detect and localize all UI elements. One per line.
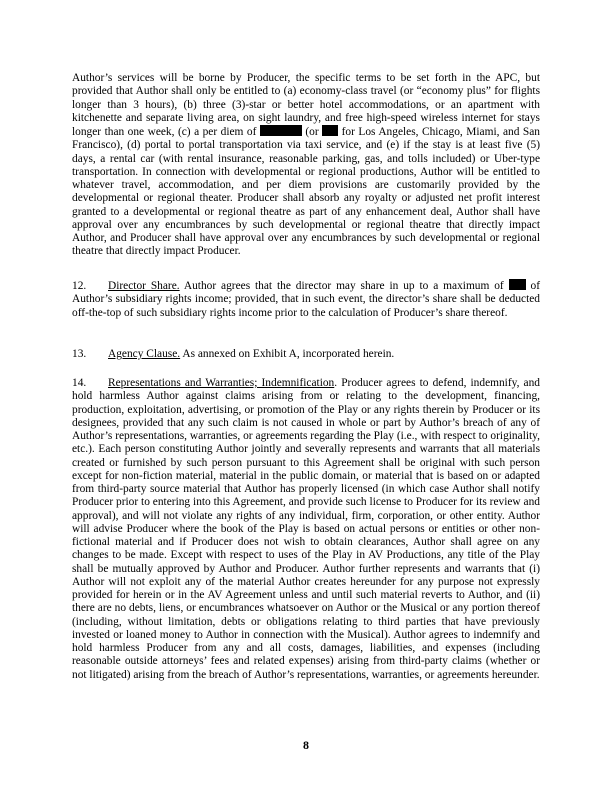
section-text: As annexed on Exhibit A, incorporated herein. bbox=[182, 348, 395, 360]
section-12-director-share bbox=[72, 279, 540, 320]
paragraph-continued-text-a: Author’s services will be borne by Producer, the specific terms to be set forth in the APC, but provided that Author shall only be entitled to (a) economy-class travel (or “economy plus” for flights longer than 3 hours), (b) three (3)-star or better hotel accommodations, or an apartment with kitchenette and separate living area, on sight laundry, and free high-speed wireless internet for stays longer than one week, (c) a per diem of bbox=[72, 72, 540, 138]
section-heading: Agency Clause. bbox=[108, 348, 181, 360]
section-heading: Representations and Warranties; Indemnification bbox=[108, 377, 335, 389]
page-number: 8 bbox=[303, 738, 309, 752]
redaction-box bbox=[322, 125, 338, 136]
paragraph-continued-text-c: for Los Angeles, Chicago, Miami, and San Francisco), (d) portal to portal transportation via taxi service, and (e) if the stay is at least five (5) days, a rental car (with rental insurance, reasonable parking, gas, and tolls included) or Uber-type transportation. In connection with developmental or regional productions, Author will be entitled to whatever travel, accommodation, and per diem provisions are customarily provided by the developmental or regional theater. Producer shall absorb any royalty or adjusted net profit interest granted to a developmental or regional theatre as part of any enhancement deal, Author shall have approval over any encumbrances by such developmental or regional theatre that directly impact Author, and Producer shall have approval over any encumbrances by such developmental or regional theatre that directly impact Producer. bbox=[72, 126, 540, 258]
paragraph-continued bbox=[72, 72, 540, 259]
redaction-box bbox=[260, 125, 302, 136]
redaction-box bbox=[509, 279, 526, 290]
section-number: 14. bbox=[72, 377, 87, 389]
section-text: . Producer agrees to defend, indemnify, and hold harmless Author against claims arising from or relating to the development, financing, production, exploitation, advertising, or promotion of the Play or any rights therein by Producer or its designees, provided that any such claim is not caused in whole or part by Author’s breach of any of Author’s representations, warranties, or agreements regarding the Play (i.e., with respect to originality, etc.). Each person constituting Author jointly and severally represents and warrants that all materials created or furnished by such person pursuant to this Agreement shall be original with such person except for non-fiction material, material in the public domain, or material that is based on or adapted from third-party source material that Author has properly licensed (in which case Author shall notify Producer prior to entering into this Agreement, and provide such license to Producer for its review and approval), and will not violate any rights of any individual, firm, corporation, or other entity. Author will advise Producer where the book of the Play is based on actual persons or entities or other non-fictional material and if Producer does not wish to obtain clearances, Author shall agree on any changes to be made. Except with respect to uses of the Play in AV Productions, any title of the Play shall be mutually approved by Author and Producer. Author further represents and warrants that (i) Author will not exploit any of the material Author creates hereunder for any purpose not expressly provided for herein or in the AV Agreement unless and until such material reverts to Author, and (ii) there are no debts, liens, or encumbrances whatsoever on Author or the Musical or any portion thereof (including, without limitation, debts or obligations relating to third parties that have previously invested or loaned money to Author in connection with the Musical). Author agrees to indemnify and hold harmless Producer from any and all costs, damages, liabilities, and expenses (including reasonable outside attorneys’ fees and related expenses) arising from third-party claims (whether or not litigated) arising from the breach of Author’s representations, warranties, or agreements hereunder. bbox=[72, 377, 540, 681]
section-number: 12. bbox=[72, 280, 87, 292]
section-number: 13. bbox=[72, 348, 87, 360]
section-heading: Director Share. bbox=[108, 280, 180, 292]
paragraph-continued-text-b: (or bbox=[305, 126, 319, 138]
section-14-representations-warranties bbox=[72, 377, 540, 682]
section-text-b: of Author’s subsidiary rights income; provided, that in such event, the director’s share shall be deducted off-the-top of such subsidiary rights income prior to the calculation of Producer’s share thereof. bbox=[72, 280, 541, 319]
section-13-agency-clause bbox=[72, 348, 540, 361]
section-text-a: Author agrees that the director may share in up to a maximum of bbox=[183, 280, 504, 292]
